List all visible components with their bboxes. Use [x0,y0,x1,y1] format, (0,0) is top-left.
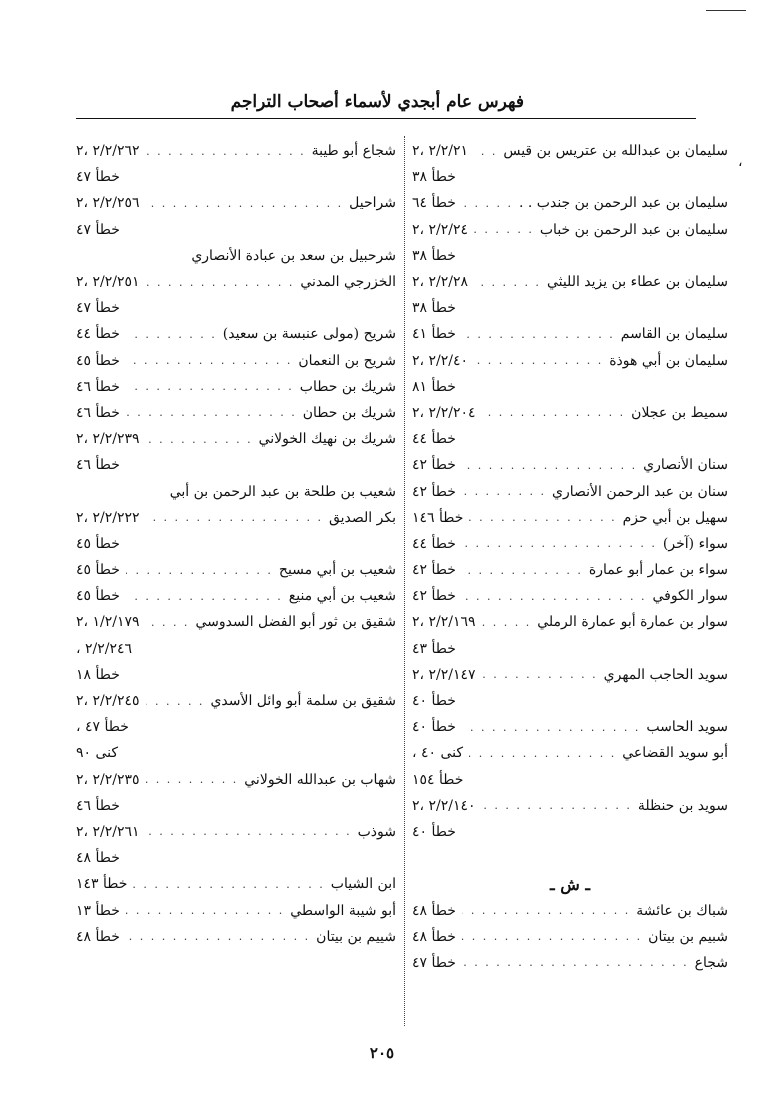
leader-dots [462,197,513,210]
index-entry [76,374,396,400]
header-title: فهرس عام أبجدي لأسماء أصحاب التراجم [230,92,524,112]
leader-dots [146,433,253,446]
leader-dots [146,197,344,210]
column-divider [404,136,405,1026]
index-entry [76,400,396,426]
entry-name: أبو سويد القضاعي [622,745,728,762]
index-entry [412,138,728,164]
leader-dots [482,668,598,681]
leader-dots [462,459,637,472]
entry-reference: ٢/٢/٢٢٢ ،٢ [76,509,140,526]
entry-name: سليمان بن القاسم [620,326,728,343]
entry-name-line [76,478,396,504]
entry-reference: خطأ ٤٠ [412,719,456,736]
leader-dots [482,406,626,419]
entry-reference: ٢/٢/٤٠ ،٢ [412,352,469,369]
entry-continuation [412,688,728,714]
entry-reference: خطأ ٤٨ [76,928,120,945]
index-entry [412,714,728,740]
entry-reference: خطأ ٤٢ [412,562,456,579]
entry-name: شرحبيل بن سعد بن عبادة الأنصاري [191,247,396,264]
entry-name: شييم بن بيتان [316,928,396,945]
entry-name: شبيم بن بيتان [648,928,728,945]
leader-dots [126,904,284,917]
entry-name: سوار بن عمارة أبو عمارة الرملي [537,614,728,631]
entry-name: شجاع أبو طيبة [311,143,396,160]
entry-continuation [76,740,396,766]
index-entry [412,348,728,374]
entry-continuation [76,636,396,662]
index-entry [76,190,396,216]
index-entry [76,871,396,897]
entry-continuation [76,845,396,871]
entry-reference: خطأ ٤٥ [76,588,120,605]
entry-reference: خطأ ٤٦ [76,457,120,474]
entry-reference: خطأ ٤٧ [76,221,120,238]
entry-reference: خطأ ٤٥ [76,562,120,579]
entry-name: سنان بن عبد الرحمن الأنصاري [552,483,728,500]
entry-continuation [412,374,728,400]
leader-dots [462,930,642,943]
leader-dots [469,747,616,760]
index-entry [76,138,396,164]
entry-continuation [76,714,396,740]
leader-dots [462,564,583,577]
entry-name: شريك بن نهيك الخولاني [258,431,396,448]
entry-continuation [412,426,728,452]
entry-name: شراحيل [349,195,396,212]
index-entry [412,321,728,347]
index-entry [76,583,396,609]
entry-name: سويد بن حنظلة [637,797,728,814]
entry-reference: خطأ ٤٧ [76,300,120,317]
leader-dots [474,223,534,236]
entry-continuation [412,636,728,662]
entry-name: شقيق بن سلمة أبو وائل الأسدي [210,693,396,710]
leader-dots [146,773,239,786]
entry-reference: ٢/٢/٢٤٥ ،٢ [76,693,140,710]
leader-dots [482,799,632,812]
entry-name: سويد الحاسب [646,719,728,736]
entry-reference: كنى ٩٠ [76,745,119,762]
entry-name: سواء (آخر) [662,535,728,552]
entry-reference: ٢/٢/٢٠٤ ،٢ [412,404,476,421]
index-entry [412,662,728,688]
entry-reference: ٢/٢/١٤٠ ،٢ [412,797,476,814]
entry-reference: ٢/٢/٢٦٢ ،٢ [76,143,140,160]
entry-name: سليمان بن عطاء بن يزيد الليثي [546,274,728,291]
entry-name: شهاب بن عبدالله الخولاني [244,771,396,788]
leader-dots [462,590,647,603]
entry-reference: خطأ ٤٨ [76,850,120,867]
entry-reference: خطأ ٤٣ [412,640,456,657]
entry-reference: خطأ ١٣ [76,902,120,919]
entry-reference: خطأ ٤٢ [412,483,456,500]
entry-continuation [76,164,396,190]
entry-reference: ١/٢/١٧٩ ،٢ [76,614,140,631]
entry-reference: ٢/٢/٢٨ ،٢ [412,274,469,291]
page-header [76,92,696,119]
entry-reference: خطأ ٦٤ [412,195,456,212]
index-entry [412,793,728,819]
leader-dots [474,276,541,289]
entry-reference: خطأ ١٤٣ [76,876,128,893]
entry-name: شجاع [694,954,728,971]
blank-line [412,845,728,871]
entry-reference: خطأ ٤٥ [76,535,120,552]
entry-reference: خطأ ٤٥ [76,352,120,369]
entry-reference: خطأ ٤٨ [412,928,456,945]
leader-dots [146,825,352,838]
entry-reference: خطأ ٤٠ [412,823,456,840]
entry-reference: خطأ ٣٨ [412,300,456,317]
entry-reference: خطأ ٤٤ [412,535,456,552]
entry-reference: ٢/٢/٢٣٥ ،٢ [76,771,140,788]
entry-reference: ٢/٢/٢٣٩ ،٢ [76,431,140,448]
entry-reference: خطأ ٣٨ [412,169,456,186]
index-entry [76,426,396,452]
entry-name: بكر الصديق [328,509,396,526]
index-entry [412,557,728,583]
leader-dots [126,354,292,367]
leader-dots [146,145,306,158]
letter-heading: ـ ش ـ [549,874,591,894]
index-entry [76,557,396,583]
entry-name-line [76,243,396,269]
index-entry [412,583,728,609]
leader-dots [462,956,689,969]
entry-reference: خطأ ٤٠ [412,693,456,710]
entry-continuation [76,531,396,557]
entry-name: سوار الكوفي [652,588,728,605]
index-column-left [76,138,396,950]
leader-dots [146,616,190,629]
index-entry [412,478,728,504]
entry-name: سليمان بن عبد الرحمن بن خباب [539,221,728,238]
entry-continuation [76,295,396,321]
entry-reference: خطأ ١٥٤ [412,771,464,788]
index-entry [76,897,396,923]
leader-dots [126,406,297,419]
index-entry [76,767,396,793]
leader-dots [126,328,217,341]
index-entry [412,609,728,635]
leader-dots [462,721,641,734]
entry-name: سليمان بن عبدالله بن عتريس بن قيس [503,143,728,160]
index-entry [76,505,396,531]
index-entry [412,924,728,950]
entry-reference: ٢/٢/٢٥٦ ،٢ [76,195,140,212]
entry-reference: خطأ ٤٦ [76,404,120,421]
page-number: ٢٠٥ [369,1044,395,1062]
entry-reference: خطأ ٤٧ [412,954,456,971]
entry-reference: خطأ ٤٢ [412,457,456,474]
entry-continuation [76,452,396,478]
entry-reference: خطأ ٤٤ [412,431,456,448]
index-entry [412,217,728,243]
entry-continuation [412,819,728,845]
index-entry [412,531,728,557]
index-entry [76,688,396,714]
leader-dots [462,485,546,498]
entry-name: سميط بن عجلان [631,404,728,421]
entry-name: سواء بن عمار أبو عمارة [588,562,728,579]
entry-reference: خطأ ٤٧ [76,169,120,186]
entry-name: شريك بن حطاب [299,378,396,395]
index-entry [76,609,396,635]
entry-name: شباك بن عائشة [636,902,728,919]
entry-reference: ٢/٢/٢٦١ ،٢ [76,823,140,840]
leader-dots [146,276,295,289]
leader-dots [146,695,205,708]
leader-dots [474,145,497,158]
entry-reference: خطأ ٨١ [412,378,456,395]
top-edge-mark [706,10,746,11]
index-entry [76,321,396,347]
leader-dots [462,904,630,917]
leader-dots [469,511,616,524]
entry-name: شريح (مولى عنبسة بن سعيد) [222,326,396,343]
leader-dots [482,616,532,629]
margin-mark: ، [738,154,743,170]
entry-name: أبو شيبة الواسطي [290,902,396,919]
entry-name: شقيق بن ثور أبو الفضل السدوسي [195,614,396,631]
entry-reference: ٢/٢/٢٤ ،٢ [412,221,469,238]
leader-dots [126,564,273,577]
index-entry [412,740,728,766]
leader-dots [462,328,615,341]
index-entry [412,950,728,976]
leader-dots [146,511,323,524]
entry-reference: ٢/٢/٢٤٦ ، [76,640,132,657]
entry-reference: خطأ ٤٨ [412,902,456,919]
index-entry [76,348,396,374]
leader-dots [126,380,294,393]
entry-reference: ٢/٢/٢٥١ ،٢ [76,274,140,291]
entry-name: سليمان بن أبي هوذة [609,352,728,369]
index-entry [412,400,728,426]
entry-name: سنان الأنصاري [643,457,728,474]
index-entry [412,190,728,216]
entry-reference: ٢/٢/١٤٧ ،٢ [412,666,476,683]
entry-reference: خطأ ٤١ [412,326,456,343]
entry-continuation [412,164,728,190]
index-entry [76,924,396,950]
entry-name: شوذب [357,823,396,840]
index-entry [412,897,728,923]
index-entry [412,505,728,531]
entry-name: شعيب بن طلحة بن عبد الرحمن بن أبي [169,483,396,500]
entry-continuation [412,243,728,269]
index-entry [76,819,396,845]
entry-reference: خطأ ٤٦ [76,378,120,395]
entry-name: الخزرجي المدني [300,274,396,291]
entry-name: شريح بن النعمان [298,352,396,369]
leader-dots [133,878,324,891]
entry-continuation [412,295,728,321]
entry-name: سليمان بن عبد الرحمن بن جندب . . [518,195,728,212]
entry-continuation [412,767,728,793]
leader-dots [126,590,283,603]
entry-reference: خطأ ٤٧ ، [76,719,129,736]
index-entry [412,269,728,295]
entry-reference: خطأ ١٨ [76,666,120,683]
leader-dots [462,537,657,550]
entry-name: شعيب بن أبي منيع [288,588,396,605]
index-column-right [412,138,728,976]
index-entry [76,269,396,295]
index-entry [412,452,728,478]
entry-name: سهيل بن أبي حزم [622,509,728,526]
leader-dots [126,930,310,943]
entry-continuation [76,662,396,688]
entry-continuation [76,793,396,819]
entry-reference: خطأ ٤٤ [76,326,120,343]
leader-dots [474,354,603,367]
entry-name: شريك بن حطان [302,404,396,421]
entry-reference: ٢/٢/٢١ ،٢ [412,143,469,160]
entry-reference: كنى ٤٠ ، [412,745,464,762]
entry-continuation [76,217,396,243]
entry-name: سويد الحاجب المهري [603,666,728,683]
entry-reference: ٢/٢/١٦٩ ،٢ [412,614,476,631]
entry-name: ابن الشياب [330,876,396,893]
entry-name: شعيب بن أبي مسيح [278,562,396,579]
entry-reference: خطأ ٤٦ [76,797,120,814]
entry-reference: خطأ ٤٢ [412,588,456,605]
entry-reference: خطأ ١٤٦ [412,509,464,526]
entry-reference: خطأ ٣٨ [412,247,456,264]
